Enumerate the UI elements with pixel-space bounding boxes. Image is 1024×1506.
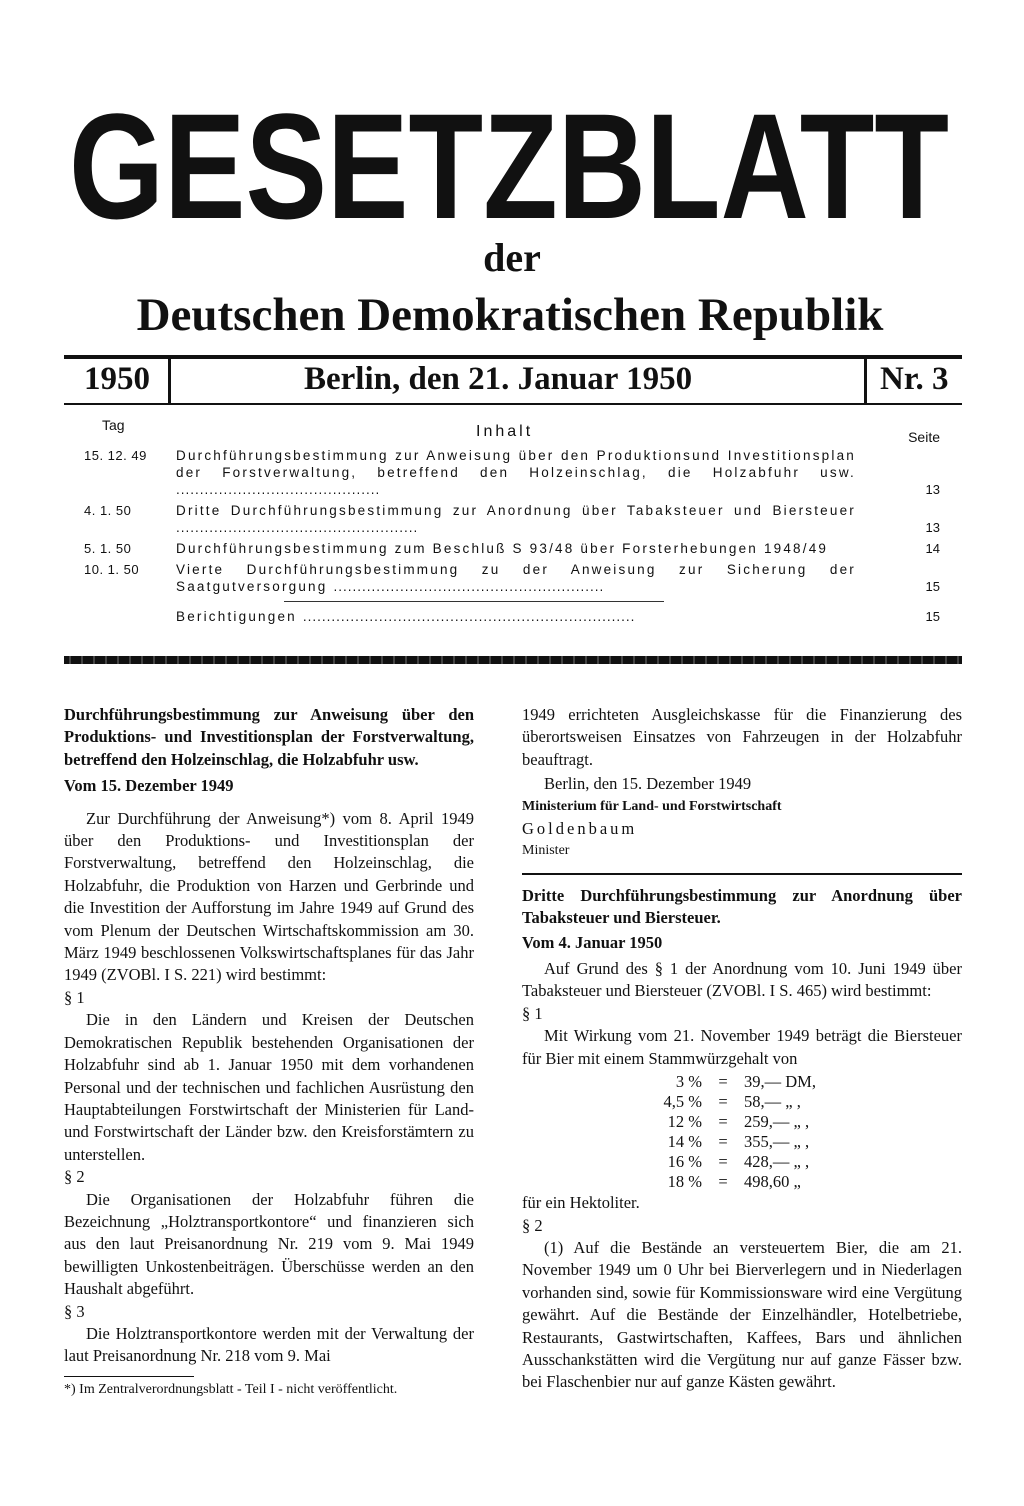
section-heading: § 3	[64, 1301, 85, 1321]
article-title: Durchführungsbestimmung zur Anweisung über den Produktions- und Investitionsplan der Forstverwaltung, betreffend den Holzeinschlag, die Holzabfuhr usw.	[64, 705, 474, 769]
section-text: Die in den Ländern und Kreisen der Deutschen Demokratischen Republik bestehenden Organisationen der Holzabfuhr sind ab 1. Januar 1950 mit dem vorhandenen Personal und der technischen und fachlichen Ausrüstung den Hauptabteilungen Forstwirtschaft der Ministerien für Land- und Forstwirtschaft der Länder bzw. den Kreisforstämtern zu unterstellen.	[64, 1010, 474, 1164]
rate-amount: 259,— „ ,	[744, 1112, 810, 1132]
article-date: Vom 4. Januar 1950	[522, 932, 663, 952]
toc-leader-dots: ...................................................	[176, 520, 419, 535]
rate-equals: =	[718, 1152, 728, 1172]
table-row	[640, 1132, 838, 1152]
signature-role: Minister	[522, 843, 570, 859]
section-text: Die Organisationen der Holzabfuhr führen die Bezeichnung „Holztransportkontore“ und finanzieren sich aus den laut Preisanordnung Nr. 219 vom 9. Mai 1949 bewilligten Unkostenbeiträgen. Überschüsse werden an den Haushalt abgeführt.	[64, 1189, 474, 1299]
toc-entry-date: 4. 1. 50	[84, 503, 132, 518]
toc-entry-text	[176, 561, 856, 595]
rate-percent: 18 %	[667, 1172, 702, 1192]
article-date: Vom 15. Dezember 1949	[64, 776, 234, 796]
rate-unit-text: für ein Hektoliter.	[522, 1193, 640, 1213]
toc-leader-dots: ......................................................................	[302, 609, 636, 624]
toc-entry-date: 5. 1. 50	[84, 541, 132, 556]
masthead-title-text: GESETZBLATT	[69, 100, 949, 235]
section-heading: § 2	[64, 1167, 85, 1187]
section-heading: § 1	[522, 1003, 543, 1023]
toc-tag-label: Tag	[102, 417, 125, 433]
rate-equals: =	[718, 1172, 728, 1192]
table-row	[640, 1092, 838, 1112]
article-intro: Zur Durchführung der Anweisung*) vom 8. April 1949 über den Produktions- und Investitionsplan der Forstverwaltung, betreffend den Holzeinschlag, die Holzabfuhr, die Produktion von Harzen und Gerbrinde und die Investition der Aufforstung im Jahre 1949 auf Grund des vom Plenum der Deutschen Wirtschaftskommission am 30. März 1949 beschlossenen Volkswirtschaftsplanes für das Jahr 1949 (ZVOBl. I S. 221) wird bestimmt:	[64, 808, 474, 985]
rate-amount: 355,— „ ,	[744, 1132, 810, 1152]
toc-entry-corrections	[84, 608, 940, 625]
footnote-rule	[64, 1376, 194, 1377]
toc-entry-text	[176, 502, 856, 536]
article-title: Dritte Durchführungsbestimmung zur Anordnung über Tabaksteuer und Biersteuer.	[522, 885, 962, 928]
signature-place-date: Berlin, den 15. Dezember 1949	[544, 774, 752, 794]
issue-number: Nr. 3	[880, 361, 949, 397]
toc-entry-date: 15. 12. 49	[84, 448, 147, 463]
toc-entries	[84, 447, 940, 629]
header-rule-bottom	[64, 403, 962, 405]
section-text: Die Holztransportkontore werden mit der Verwaltung der laut Preisanordnung Nr. 218 vom 9. Mai	[64, 1323, 474, 1366]
table-row	[640, 1112, 838, 1132]
table-row	[640, 1152, 838, 1172]
masthead-der: der	[483, 235, 541, 280]
section-text: (1) Auf die Bestände an versteuertem Bier, die am 21. November 1949 um 0 Uhr bei Bierverlegern und in Niederlagen vorhanden sind, sowie für Kommissionsware wird eine Vergütung gewährt. Auf die Bestände der Einzelhändler, Hotelbetriebe, Restaurants, Gastwirtschaften, Kaffees, Bars und ähnlichen Ausschankstätten wird die Vergütung nur auf ganze Fässer bzw. bei Flaschenbier nur auf ganze Kästen gewährt.	[522, 1237, 962, 1392]
footnote: *) Im Zentralverordnungsblatt - Teil I - nicht veröffentlicht.	[64, 1381, 398, 1397]
rate-percent: 4,5 %	[663, 1092, 702, 1112]
masthead-title-graphic	[64, 100, 954, 235]
toc-leader-dots: .........................................................	[333, 579, 605, 594]
rate-equals: =	[718, 1072, 728, 1092]
toc-entry-date: 10. 1. 50	[84, 562, 140, 577]
toc-entry	[84, 502, 940, 536]
header-rule-top	[64, 355, 962, 359]
toc-entry-text	[176, 447, 856, 498]
toc-seite-label: Seite	[908, 429, 940, 445]
toc-entry-page: 13	[925, 482, 940, 497]
toc-leader-dots: ...........................................	[176, 482, 381, 497]
toc-entry-title: Durchführungsbestimmung zur Anweisung über den Produktionsund Investitionsplan der Forstverwaltung, betreffend den Holzeinschlag, die Holzabfuhr usw.	[176, 448, 856, 480]
rate-amount: 39,— DM,	[744, 1072, 816, 1092]
toc-entry-page: 15	[925, 579, 940, 594]
section-divider-band	[64, 656, 962, 664]
rate-percent: 14 %	[667, 1132, 702, 1152]
toc-entry-text: Durchführungsbestimmung zum Beschluß S 93/48 über Forsterhebungen 1948/49	[176, 541, 829, 556]
continuation-text: 1949 errichteten Ausgleichskasse für die Finanzierung des überortsweisen Einsatzes von Fahrzeugen in der Holzabfuhr beauftragt.	[522, 705, 962, 769]
section-heading: § 1	[64, 987, 85, 1007]
left-column	[64, 704, 474, 1398]
header-divider	[864, 359, 867, 405]
toc-entry-title: Dritte Durchführungsbestimmung zur Anordnung über Tabaksteuer und Biersteuer	[176, 503, 856, 518]
table-row	[640, 1072, 838, 1092]
toc-entry	[84, 447, 940, 498]
right-column	[522, 704, 962, 1394]
rate-amount: 428,— „ ,	[744, 1152, 810, 1172]
masthead-title	[64, 100, 954, 235]
section-text: Mit Wirkung vom 21. November 1949 beträgt die Biersteuer für Bier mit einem Stammwürzgehalt von	[522, 1026, 962, 1068]
toc-entry-page: 14	[925, 541, 940, 556]
rate-equals: =	[718, 1112, 728, 1132]
tax-rate-table	[640, 1072, 838, 1192]
signature-name: Goldenbaum	[522, 819, 638, 839]
rate-percent: 16 %	[667, 1152, 702, 1172]
table-row	[640, 1172, 838, 1192]
rate-amount: 58,— „ ,	[744, 1092, 801, 1112]
toc-divider	[284, 601, 664, 602]
toc-entry-text	[176, 608, 856, 625]
toc-corrections-title: Berichtigungen	[176, 609, 297, 624]
toc-entry	[84, 540, 940, 557]
rate-equals: =	[718, 1132, 728, 1152]
article-intro: Auf Grund des § 1 der Anordnung vom 10. Juni 1949 über Tabaksteuer und Biersteuer (ZVOBl. I S. 465) wird bestimmt:	[522, 959, 962, 1001]
section-heading: § 2	[522, 1215, 543, 1235]
issue-year: 1950	[84, 361, 150, 397]
issue-place-date: Berlin, den 21. Januar 1950	[304, 361, 693, 397]
rate-percent: 3 %	[675, 1072, 702, 1092]
rate-equals: =	[718, 1092, 728, 1112]
masthead-republic: Deutschen Demokratischen Republik	[136, 289, 884, 341]
toc-entry-title: Vierte Durchführungsbestimmung zu der Anweisung zur Sicherung der Saatgutversorgung	[176, 562, 856, 594]
header-divider	[168, 359, 171, 405]
toc-entry	[84, 561, 940, 595]
rate-amount: 498,60 „	[744, 1172, 801, 1192]
toc-inhalt-label: Inhalt	[476, 423, 534, 440]
signature-ministry: Ministerium für Land- und Forstwirtschaft	[522, 798, 782, 814]
rate-percent: 12 %	[667, 1112, 702, 1132]
article-separator	[522, 873, 962, 875]
toc-entry-page: 13	[925, 520, 940, 535]
toc-entry-page: 15	[925, 609, 940, 624]
